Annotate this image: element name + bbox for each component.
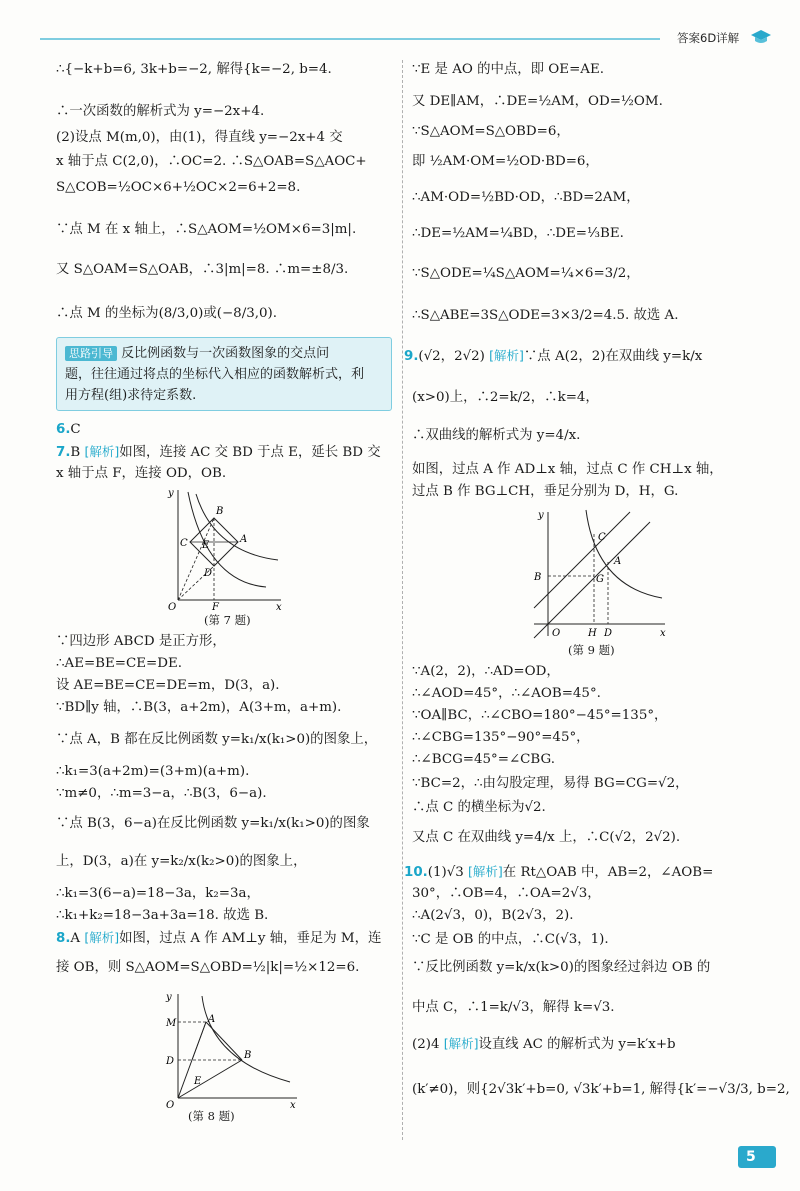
text-line: ∵四边形 ABCD 是正方形， — [56, 634, 226, 649]
figure-label: D — [204, 568, 213, 579]
text-line: ∴点 M 的坐标为(8/3,0)或(−8/3,0). — [56, 306, 277, 321]
figure-label: C — [180, 538, 188, 549]
figure-label: A — [240, 534, 248, 545]
analysis-tag: [解析] — [84, 930, 120, 945]
figure-label: C — [598, 532, 606, 543]
text-line: 又 S△OAM=S△OAB，∴3|m|=8. ∴m=±8/3. — [56, 262, 349, 277]
figure-label: O — [552, 628, 561, 639]
text-line: ∵点 A(2，2)在双曲线 y=k/x — [523, 349, 703, 364]
question-number: 9. — [404, 349, 419, 364]
text-line: 上，D(3，a)在 y=k₂/x(k₂>0)的图象上， — [56, 854, 307, 869]
text-line: ∴∠BCG=45°=∠CBG. — [412, 752, 555, 767]
text-line: ∵反比例函数 y=k/x(k>0)的图象经过斜边 OB 的 — [412, 960, 711, 975]
text-line: ∴{−k+b=6, 3k+b=−2, 解得{k=−2, b=4. — [56, 62, 332, 77]
analysis-tag: [解析] — [489, 348, 524, 363]
answer: (√2，2√2) — [418, 349, 485, 364]
text-line: (k′≠0)，则{2√3k′+b=0, √3k′+b=1, 解得{k′=−√3/3, b=2, — [412, 1082, 790, 1097]
figure-label: M — [166, 1018, 177, 1029]
figure-label: H — [588, 628, 597, 639]
text-line: 如图，连接 AC 交 BD 于点 E，延长 BD 交 — [119, 445, 381, 460]
text-line: ∴双曲线的解析式为 y=4/x. — [412, 428, 581, 443]
text-line: 设 AE=BE=CE=DE=m，D(3，a). — [56, 678, 280, 693]
graduation-cap-icon — [750, 28, 772, 46]
text-line: ∵m≠0，∴m=3−a，∴B(3，6−a). — [56, 786, 267, 801]
text-line: ∵E 是 AO 的中点，即 OE=AE. — [412, 62, 604, 77]
question-number: 6. — [56, 422, 71, 437]
text-line: ∴∠CBG=135°−90°=45°， — [412, 730, 590, 745]
text-line: 中点 C，∴1=k/√3，解得 k=√3. — [412, 1000, 615, 1015]
figure-label: y — [168, 488, 174, 499]
header-label: 答案6D详解 — [677, 31, 740, 45]
text-line: ∵C 是 OB 的中点，∴C(√3，1). — [412, 932, 609, 947]
figure-label: B — [244, 1050, 252, 1061]
text-line: ∴AE=BE=CE=DE. — [56, 656, 183, 671]
text-line: 接 OB，则 S△AOM=S△OBD=½|k|=½×12=6. — [56, 960, 360, 975]
figure-label: D — [166, 1056, 175, 1067]
text-line: ∵BC=2，∴由勾股定理，易得 BG=CG=√2， — [412, 776, 689, 791]
text-line: x 轴于点 C(2,0)，∴OC=2. ∴S△OAB=S△AOC+ — [56, 154, 367, 169]
figure-caption: (第 8 题) — [188, 1109, 235, 1123]
question-number: 10. — [404, 865, 428, 880]
hint-text: 题，往往通过将点的坐标代入相应的函数解析式，利 — [65, 367, 365, 382]
figure-caption: (第 9 题) — [568, 643, 615, 657]
figure-label: F — [212, 602, 219, 613]
question-number: 7. — [56, 445, 71, 460]
text-line: ∴k₁=3(a+2m)=(3+m)(a+m). — [56, 764, 250, 779]
text-line: S△COB=½OC×6+½OC×2=6+2=8. — [56, 180, 301, 195]
text-line: ∵S△ODE=¼S△AOM=¼×6=3/2， — [412, 266, 640, 281]
answer: B — [70, 445, 81, 460]
header-rule — [40, 38, 660, 40]
hint-text: 用方程(组)求待定系数. — [65, 388, 197, 403]
analysis-tag: [解析] — [468, 864, 503, 879]
page-number: 5 — [738, 1146, 776, 1168]
column-divider — [402, 60, 403, 1140]
text-line: ∴AM·OD=½BD·OD，∴BD=2AM， — [412, 190, 640, 205]
answer: C — [70, 422, 81, 437]
text-line: 过点 B 作 BG⊥CH，垂足分别为 D，H，G. — [412, 484, 679, 499]
text-line: 设直线 AC 的解析式为 y=k′x+b — [478, 1037, 676, 1052]
text-line: 如图，过点 A 作 AM⊥y 轴，垂足为 M，连 — [119, 931, 382, 946]
figure-label: G — [596, 574, 604, 585]
figure-label: A — [208, 1014, 216, 1025]
text-line: ∵点 B(3，6−a)在反比例函数 y=k₁/x(k₁>0)的图象 — [56, 816, 370, 831]
hint-text: 反比例函数与一次函数图象的交点问 — [121, 346, 330, 361]
analysis-tag: [解析] — [443, 1036, 479, 1051]
answer: (1)√3 — [427, 865, 464, 880]
text-line: ∴点 C 的横坐标为√2. — [412, 800, 546, 815]
text-line: 在 Rt△OAB 中，AB=2，∠AOB= — [502, 865, 714, 880]
text-line: 即 ½AM·OM=½OD·BD=6， — [412, 154, 599, 169]
figure-label: x — [660, 628, 666, 639]
text-line: ∵点 M 在 x 轴上，∴S△AOM=½OM×6=3|m|. — [56, 222, 357, 237]
text-line: (x>0)上，∴2=k/2，∴k=4， — [412, 390, 599, 405]
analysis-tag: [解析] — [84, 444, 120, 459]
text-line: 又点 C 在双曲线 y=4/x 上，∴C(√2，2√2). — [412, 830, 681, 845]
text-line: 又 DE∥AM，∴DE=½AM，OD=½OM. — [412, 94, 663, 109]
figure-caption: (第 7 题) — [204, 613, 251, 627]
text-line: ∵A(2，2)，∴AD=OD， — [412, 664, 560, 679]
text-line: 如图，过点 A 作 AD⊥x 轴，过点 C 作 CH⊥x 轴， — [412, 462, 723, 477]
text-line: ∵BD∥y 轴，∴B(3，a+2m)，A(3+m，a+m). — [56, 700, 342, 715]
figure-label: D — [604, 628, 613, 639]
text-line: ∴∠AOD=45°，∴∠AOB=45°. — [412, 686, 601, 701]
figure-label: O — [168, 602, 177, 613]
figure-label: E — [202, 540, 210, 551]
text-line: x 轴于点 F，连接 OD，OB. — [56, 466, 227, 481]
text-line: ∴k₁+k₂=18−3a+3a=18. 故选 B. — [56, 908, 269, 923]
text-line: ∴S△ABE=3S△ODE=3×3/2=4.5. 故选 A. — [412, 308, 679, 323]
answer: (2)4 — [412, 1037, 440, 1052]
figure-label: B — [216, 506, 224, 517]
figure-label: A — [614, 556, 622, 567]
hint-tag: 思路引导 — [65, 346, 117, 361]
text-line: ∵点 A，B 都在反比例函数 y=k₁/x(k₁>0)的图象上， — [56, 732, 378, 747]
text-line: ∴DE=½AM=¼BD，∴DE=⅓BE. — [412, 226, 624, 241]
text-line: ∴一次函数的解析式为 y=−2x+4. — [56, 104, 265, 119]
text-line: ∴k₁=3(6−a)=18−3a，k₂=3a， — [56, 886, 260, 901]
question-number: 8. — [56, 931, 71, 946]
figure-label: O — [166, 1100, 175, 1111]
figure-8 — [162, 990, 302, 1114]
figure-label: y — [166, 992, 172, 1003]
figure-label: B — [534, 572, 542, 583]
text-line: 30°，∴OB=4，∴OA=2√3， — [412, 886, 601, 901]
answer: A — [70, 931, 81, 946]
text-line: (2)设点 M(m,0)，由(1)，得直线 y=−2x+4 交 — [56, 130, 343, 145]
figure-label: x — [290, 1100, 296, 1111]
text-line: ∵OA∥BC，∴∠CBO=180°−45°=135°， — [412, 708, 668, 723]
text-line: ∴A(2√3，0)，B(2√3，2). — [412, 908, 574, 923]
text-line: ∵S△AOM=S△OBD=6， — [412, 124, 570, 139]
figure-label: y — [538, 510, 544, 521]
hint-box — [56, 337, 392, 411]
figure-7 — [166, 482, 286, 620]
figure-9 — [530, 506, 670, 644]
figure-label: E — [194, 1076, 202, 1087]
figure-label: x — [276, 602, 282, 613]
